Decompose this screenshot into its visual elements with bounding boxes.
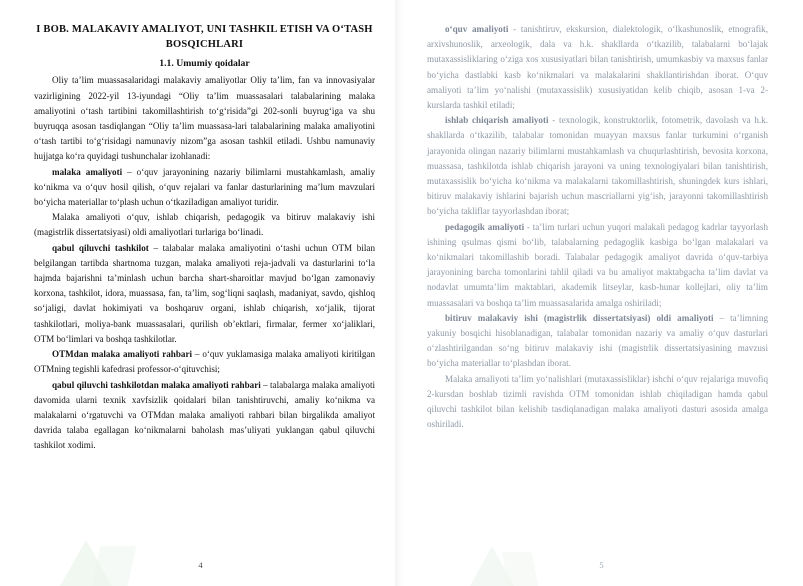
section-title: 1.1. Umumiy qoidalar bbox=[159, 58, 250, 70]
paragraph-lead: o‘quv amaliyoti bbox=[445, 24, 509, 34]
paragraph bbox=[427, 372, 768, 433]
paragraph bbox=[34, 378, 375, 454]
page-number: 4 bbox=[198, 560, 203, 570]
paragraph-text: - tanishtiruv, ekskursion, dialektologik, o‘lkashunoslik, etnografik, arxivshunoslik, arxeologik, dala va h.k. shakllarda o‘tkazilib, talabalarni bo‘lajak mutaxassisliklaring o‘ziga xos xususiyatlari bilan tanishtirish, umumkasbiy va maxsus fanlar bo‘yicha dastlabki kasb ko‘nikmalari va malakalarini shakllantirishdan iborat. O‘quv amaliyoti ta’lim yo‘nalishi (mutaxassislik) xususiyatidan kelib chiqib, asosan 1-va 2-kurslarda tashkil etiladi; bbox=[427, 24, 768, 111]
paragraph bbox=[34, 347, 375, 377]
paragraph-lead: pedagogik amaliyoti bbox=[445, 221, 525, 232]
paragraph-lead: qabul qiluvchi tashkilot bbox=[52, 242, 149, 253]
paragraph-lead: malaka amaliyoti bbox=[52, 166, 123, 177]
paragraph bbox=[34, 73, 375, 164]
page-number: 5 bbox=[599, 560, 604, 570]
paragraph-lead: OTMdan malaka amaliyoti rahbari bbox=[52, 349, 193, 360]
left-page bbox=[0, 0, 401, 586]
paragraph-text: - ta’lim turlari uchun yuqori malakali pedagog kadrlar tayyorlash ishining qsulmas qismi bo‘lib, talabalarning pedagoglik kasbiga bo‘lgan malakalari va ko‘nikmalari takomillashib boradi. Talabalar pedagogik amaliyot davrida o‘quv-tarbiya jarayonining barcha tomonlarini tahlil qiladi va bu amaliyot maktabgacha ta’lim davlat va nodavlat umumta’lim maktablari, akademik litseylar, kasb-hunar kollejlari, oliy ta’lim muassasalari va boshqa ta’lim muassasalarida amalga oshiriladi; bbox=[427, 221, 768, 308]
right-page bbox=[401, 0, 802, 586]
paragraph-text: - texnologik, konstruktorlik, fotometrik, davolash va h.k. shakllarda o‘tkazilib, talabalar tomonidan muayyan maxsus fanlar turkumini o‘rganish jarayonida olingan nazariy bilimlarni mustahkamlash va chuqurlashtirish, bevosita korxona, muassasa, tashkilotda ishlab chiqarish jarayoni va uning texnologiyalari bilan tanishtirish, mutaxassislik bo‘yicha ko‘nikma va malakalarni takomillashtirish, shuningdek kurs ishlari, bitiruv malakaviy ishlarini bajarish uchun mascriallarni yig‘ish, jarayonni takomillashtirish bo‘yicha takliflar tayyorlashdan iborat; bbox=[427, 115, 768, 217]
paragraph bbox=[427, 22, 768, 113]
paragraph-text: Malaka amaliyoti ta’lim yo‘nalishlari (mutaxassisliklar) ishchi o‘quv rejalariga muvofiq 2-kursdan boshlab tizimli ravishda OTM tomonidan ishlab chiqiladigan hamda qabul qiluvchi tashkilot bilan kelishib tasdiqlanadigan malaka amaliyoti dasturi asosida amalga oshiriladi. bbox=[427, 373, 768, 430]
paragraph-lead: bitiruv malakaviy ishi (magistrlik dissertatsiyasi) oldi amaliyoti bbox=[445, 312, 714, 323]
chapter-title: I BOB. MALAKAVIY AMALIYOT, UNI TASHKIL ETISH VA O‘TASH BOSQICHLARI bbox=[36, 24, 373, 51]
paragraph-text: – ta’limning yakuniy bosqichi hisoblanadigan, talabalar tomonidan nazariy va amaliy o‘quv dasturlari o‘zlashtirilgandan so‘ng bitiruv malakaviy ishi (magistrlik dissertatsiyasining mavzusi bo‘yicha materiallar to‘plashdan iborat. bbox=[427, 312, 769, 369]
paragraph-text: – talabalar malaka amaliyotini o‘tashi uchun OTM bilan belgilangan tartibda shartnoma tuzgan, malaka amaliyoti reja-jadvali va dasturlarini to‘la hajmda bajarishni ta’minlash uchun barcha shart-sharoitlar mavjud bo‘lgan zamonaviy korxona, tashkilot, idora, muassasa, fan, ta’lim, sog‘liqni saqlash, madaniyat, savdo, qishloq so‘jaligi, davlat hokimiyati va boshqaruv organi, ishlab chiqarish, xo‘jalik, tijorat tashkilotlari, moliya-bank muassasalari, qurilish ob’ektlari, firmalar, fermer xo‘jaliklari, OTM bo‘limlari va boshqa tashkilotlar. bbox=[34, 242, 375, 344]
paragraph-text: – talabalarga malaka amaliyoti davomida ularni texnik xavfsizlik qoidalari bilan tanishtiruvchi, amaliy ko‘nikma va malakalarni o‘rgatuvchi va OTMdan malaka amaliyoti rahbari bilan birgalikda amaliyot davrida talaba egallagan ko‘nikmalarni baholash mas’uliyati yuklangan qabul qiluvchi tashkilot xodimi. bbox=[34, 379, 375, 451]
paragraph-text: Malaka amaliyoti o‘quv, ishlab chiqarish, pedagogik va bitiruv malakaviy ishi (magistrlik dissertatsiyasi) oldi amaliyotlari turlariga bo‘linadi. bbox=[34, 212, 375, 238]
paragraph-text: Oliy ta’lim muassasalaridagi malakaviy amaliyotlar Oliy ta’lim, fan va innovasiyalar vazirligining 2022-yil 13-iyundagi “Oliy ta’lim muassasalari talabalarining malaka amaliyotini o‘tash tartibini takomillashtirish to‘g‘risida”gi 202-sonli buyrug‘iga va shu buyruqqa asosan tasdiqlangan “Oliy ta’lim muassasa-lari talabalarining malaka amaliyotini o‘tash tartibi to‘g‘risidagi namunaviy nizom”ga asosan tashkil etiladi. Ushbu namunaviy hujjatga ko‘ra quyidagi tushunchalar izohlanadi: bbox=[34, 75, 375, 162]
paragraph-lead: ishlab chiqarish amaliyoti bbox=[445, 115, 549, 126]
paragraph bbox=[34, 241, 375, 347]
paragraph bbox=[34, 210, 375, 240]
paragraph bbox=[427, 311, 768, 372]
paragraph bbox=[34, 165, 375, 211]
paragraph bbox=[427, 220, 768, 311]
paragraph-text: – o‘quv yuklamasiga malaka amaliyoti kiritilgan OTMning tegishli kafedrasi professor-o‘qituvchisi; bbox=[34, 349, 376, 375]
paragraph-lead: qabul qiluvchi tashkilotdan malaka amaliyoti rahbari bbox=[52, 379, 261, 390]
paragraph bbox=[427, 113, 768, 219]
paragraph-text: – o‘quv jarayonining nazariy bilimlarni mustahkamlash, amaliy ko‘nikma va o‘quv hosil qilish, o‘quv rejalari va fanlar dasturlarining ma’lum mavzulari bo‘yicha materiallar to‘plash uchun o‘tkaziladigan amaliyot turidir. bbox=[34, 166, 375, 208]
